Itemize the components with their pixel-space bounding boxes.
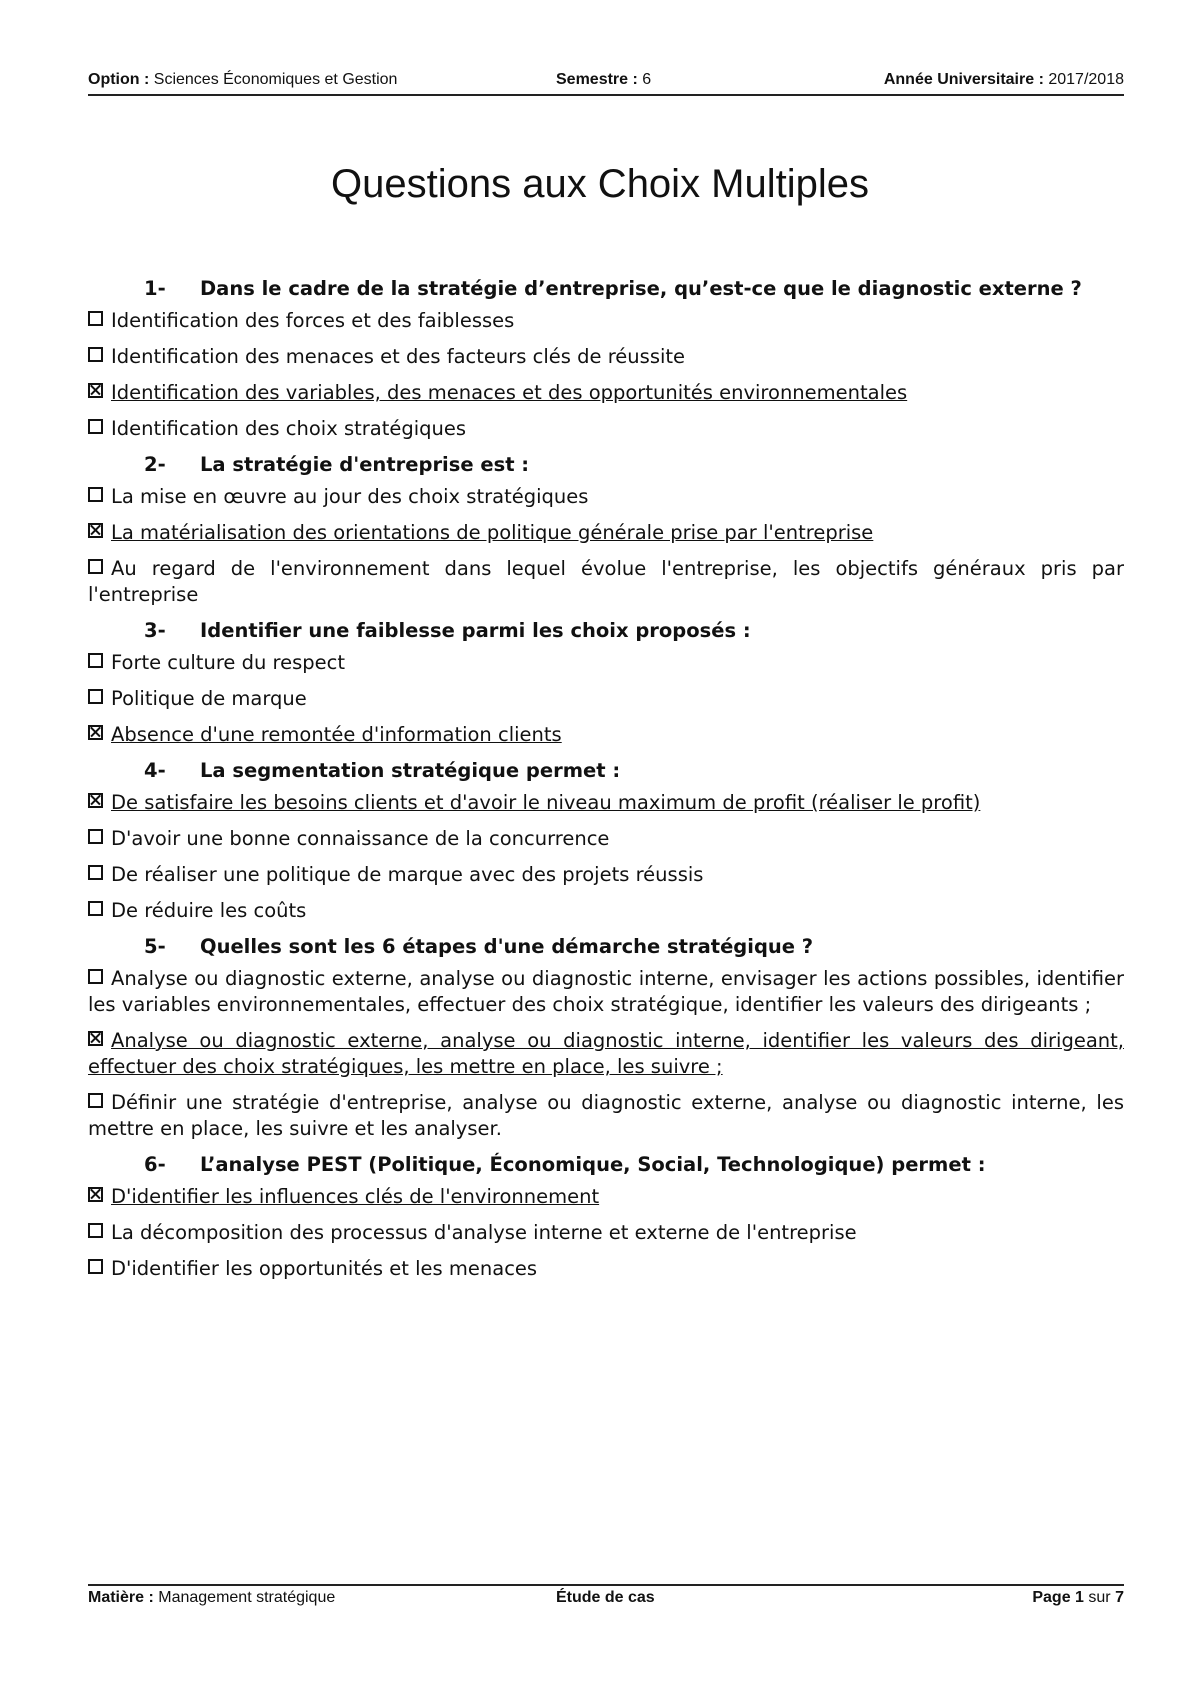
answer-option-text: D'avoir une bonne connaissance de la concurrence: [111, 827, 610, 850]
answer-option: [88, 344, 1124, 370]
checkbox-icon[interactable]: [88, 865, 103, 880]
answer-option-text: La mise en œuvre au jour des choix stratégiques: [111, 485, 589, 508]
footer-matiere: Matière : Management stratégique: [88, 1589, 336, 1606]
checkbox-icon[interactable]: [88, 901, 103, 916]
checkbox-icon[interactable]: [88, 347, 103, 362]
answer-option: [88, 1220, 1124, 1246]
checked-checkbox-icon[interactable]: [88, 523, 103, 538]
answer-option: [88, 966, 1124, 1018]
page-footer: [88, 1584, 1124, 1610]
question-number: 3-: [144, 619, 166, 642]
answer-option-correct: [88, 1184, 1124, 1210]
answer-option: [88, 416, 1124, 442]
question-heading: [88, 934, 1124, 960]
checked-checkbox-icon[interactable]: [88, 1031, 103, 1046]
question-block: [88, 1152, 1124, 1282]
answer-option: [88, 1256, 1124, 1282]
checkbox-icon[interactable]: [88, 653, 103, 668]
question-block: [88, 934, 1124, 1142]
answer-option-text: Identification des menaces et des facteurs clés de réussite: [111, 345, 686, 368]
answer-option-text: De réduire les coûts: [111, 899, 307, 922]
answer-option-text: Identification des forces et des faiblesses: [111, 309, 515, 332]
answer-option-text: De réaliser une politique de marque avec des projets réussis: [111, 863, 704, 886]
answer-option-text: Absence d'une remontée d'information clients: [111, 723, 562, 746]
checked-checkbox-icon[interactable]: [88, 383, 103, 398]
question-list: [88, 276, 1124, 1292]
answer-option-correct: [88, 722, 1124, 748]
answer-option: [88, 308, 1124, 334]
question-heading: [88, 618, 1124, 644]
question-heading: [88, 1152, 1124, 1178]
question-text: Identifier une faiblesse parmi les choix proposés :: [200, 619, 751, 642]
answer-option-text: La décomposition des processus d'analyse interne et externe de l'entreprise: [111, 1221, 857, 1244]
answer-option-text: D'identifier les opportunités et les menaces: [111, 1257, 538, 1280]
question-text: Quelles sont les 6 étapes d'une démarche stratégique ?: [200, 935, 814, 958]
checkbox-icon[interactable]: [88, 559, 103, 574]
answer-option-text: Politique de marque: [111, 687, 307, 710]
checked-checkbox-icon[interactable]: [88, 1187, 103, 1202]
footer-page-number: Page 1 sur 7: [1032, 1589, 1124, 1606]
answer-option-text: Au regard de l'environnement dans lequel évolue l'entreprise, les objectifs généraux pris par l'entreprise: [88, 557, 1124, 606]
answer-option: [88, 484, 1124, 510]
question-block: [88, 276, 1124, 442]
answer-option-text: Identification des variables, des menaces et des opportunités environnementales: [111, 381, 908, 404]
answer-option-correct: [88, 380, 1124, 406]
question-number: 6-: [144, 1153, 166, 1176]
question-number: 4-: [144, 759, 166, 782]
question-heading: [88, 452, 1124, 478]
question-number: 1-: [144, 277, 166, 300]
question-block: [88, 452, 1124, 608]
answer-option-text: Analyse ou diagnostic externe, analyse ou diagnostic interne, identifier les valeurs des dirigeant, effectuer des choix stratégiques, les mettre en place, les suivre ;: [88, 1029, 1124, 1078]
checkbox-icon[interactable]: [88, 311, 103, 326]
checkbox-icon[interactable]: [88, 689, 103, 704]
checkbox-icon[interactable]: [88, 969, 103, 984]
page-title: Questions aux Choix Multiples: [330, 162, 870, 206]
footer-center: Étude de cas: [556, 1589, 655, 1606]
answer-option-text: Identification des choix stratégiques: [111, 417, 467, 440]
answer-option-text: De satisfaire les besoins clients et d'avoir le niveau maximum de profit (réaliser le profit): [111, 791, 981, 814]
header-annee: Année Universitaire : 2017/2018: [883, 71, 1124, 88]
checked-checkbox-icon[interactable]: [88, 793, 103, 808]
answer-option: [88, 686, 1124, 712]
answer-option: [88, 556, 1124, 608]
checked-checkbox-icon[interactable]: [88, 725, 103, 740]
question-text: L’analyse PEST (Politique, Économique, Social, Technologique) permet :: [200, 1153, 986, 1176]
page-header: [88, 68, 1124, 96]
question-text: La stratégie d'entreprise est :: [200, 453, 530, 476]
checkbox-icon[interactable]: [88, 829, 103, 844]
answer-option-text: La matérialisation des orientations de politique générale prise par l'entreprise: [111, 521, 874, 544]
checkbox-icon[interactable]: [88, 1259, 103, 1274]
answer-option-text: Analyse ou diagnostic externe, analyse ou diagnostic interne, envisager les actions possibles, identifier les variables environnementales, effectuer des choix stratégique, identifier les valeurs des dirigeants ;: [88, 967, 1124, 1016]
answer-option: [88, 1090, 1124, 1142]
question-block: [88, 758, 1124, 924]
question-heading: [88, 276, 1124, 302]
answer-option-correct: [88, 790, 1124, 816]
answer-option: [88, 862, 1124, 888]
answer-option-correct: [88, 1028, 1124, 1080]
question-number: 2-: [144, 453, 166, 476]
question-block: [88, 618, 1124, 748]
question-text: Dans le cadre de la stratégie d’entreprise, qu’est-ce que le diagnostic externe ?: [200, 277, 1082, 300]
question-text: La segmentation stratégique permet :: [200, 759, 621, 782]
checkbox-icon[interactable]: [88, 1093, 103, 1108]
checkbox-icon[interactable]: [88, 1223, 103, 1238]
header-option: Option : Sciences Économiques et Gestion: [88, 71, 398, 88]
answer-option-text: Définir une stratégie d'entreprise, analyse ou diagnostic externe, analyse ou diagnostic interne, les mettre en place, les suivre et les analyser.: [88, 1091, 1124, 1140]
answer-option: [88, 898, 1124, 924]
answer-option: [88, 826, 1124, 852]
header-semestre: Semestre : 6: [556, 71, 652, 88]
checkbox-icon[interactable]: [88, 419, 103, 434]
answer-option: [88, 650, 1124, 676]
answer-option-text: D'identifier les influences clés de l'environnement: [111, 1185, 600, 1208]
answer-option-correct: [88, 520, 1124, 546]
answer-option-text: Forte culture du respect: [111, 651, 346, 674]
checkbox-icon[interactable]: [88, 487, 103, 502]
question-number: 5-: [144, 935, 166, 958]
question-heading: [88, 758, 1124, 784]
